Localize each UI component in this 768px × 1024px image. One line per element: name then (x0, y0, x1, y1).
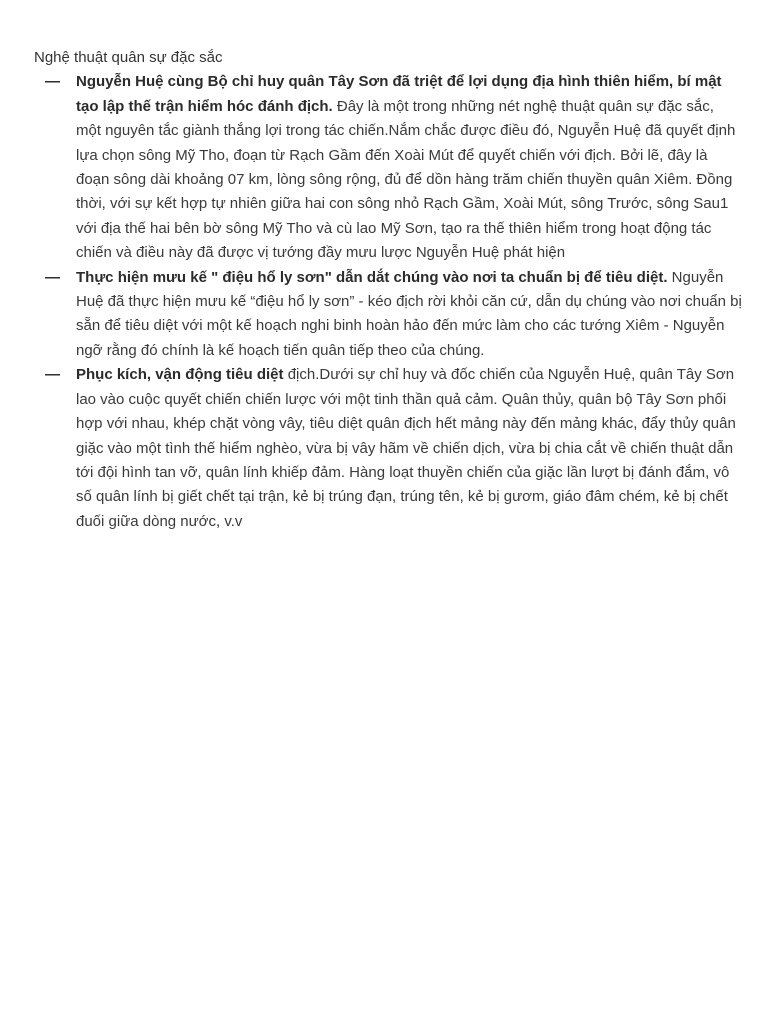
item-lead-text: Phục kích, vận động tiêu diệt (76, 366, 284, 384)
document-body (34, 46, 742, 534)
dash-bullet-icon: — (45, 268, 60, 286)
list-item (34, 363, 742, 534)
bullet-list (34, 70, 742, 534)
dash-bullet-icon: — (45, 73, 60, 91)
item-lead-text: Nguyễn Huệ cùng Bộ chỉ huy quân Tây Sơn đã triệt để lợi dụng địa hình thiên hiểm, bí mật tạo lập thế trận hiểm hóc đánh địch. (76, 73, 722, 115)
item-body-text: địch.Dưới sự chỉ huy và đốc chiến của Nguyễn Huệ, quân Tây Sơn lao vào cuộc quyết chiến chiến lược với một tinh thần quả cảm. Quân thủy, quân bộ Tây Sơn phối hợp với nhau, khép chặt vòng vây, tiêu diệt quân địch hết mảng này đến mảng khác, đẩy thủy quân giặc vào một tình thế hiểm nghèo, vừa bị vây hãm về chiến dịch, vừa bị chia cắt về chiến thuật dẫn tới đội hình tan vỡ, quân lính khiếp đảm. Hàng loạt thuyền chiến của giặc lần lượt bị đánh đắm, vô số quân lính bị giết chết tại trận, kẻ bị trúng đạn, trúng tên, kẻ bị gươm, giáo đâm chém, kẻ bị chết đuối giữa dòng nước, v.v (76, 366, 736, 530)
list-item (34, 70, 742, 265)
item-body-text: Nguyễn Huệ đã thực hiện mưu kế “điệu hổ ly sơn” - kéo địch rời khỏi căn cứ, dẫn dụ chúng vào nơi chuẩn bị sẵn để tiêu diệt với một kế hoạch nghi binh hoàn hảo đến mức làm cho các tướng Xiêm - Nguyễn ngỡ rằng đó chính là kế hoạch tiến quân tiếp theo của chúng. (76, 268, 742, 359)
section-heading: Nghệ thuật quân sự đặc sắc (34, 49, 223, 66)
list-item (34, 266, 742, 364)
item-body-text: Đây là một trong những nét nghệ thuật quân sự đặc sắc, một nguyên tắc giành thắng lợi trong tác chiến.Nắm chắc được điều đó, Nguyễn Huệ đã quyết định lựa chọn sông Mỹ Tho, đoạn từ Rạch Gầm đến Xoài Mút để quyết chiến với địch. Bởi lẽ, đây là đoạn sông dài khoảng 07 km, lòng sông rộng, đủ để dồn hàng trăm chiến thuyền quân Xiêm. Đồng thời, với sự kết hợp tự nhiên giữa hai con sông nhỏ Rạch Gầm, Xoài Mút, sông Trước, sông Sau1 với địa thế hai bên bờ sông Mỹ Tho và cù lao Mỹ Sơn, tạo ra thế thiên hiểm trong hoạt động tác chiến và điều này đã được vị tướng đầy mưu lược Nguyễn Huệ phát hiện (76, 97, 736, 262)
dash-bullet-icon: — (45, 366, 60, 384)
item-lead-text: Thực hiện mưu kế " điệu hổ ly sơn" dẫn dắt chúng vào nơi ta chuẩn bị để tiêu diệt. (76, 268, 668, 286)
